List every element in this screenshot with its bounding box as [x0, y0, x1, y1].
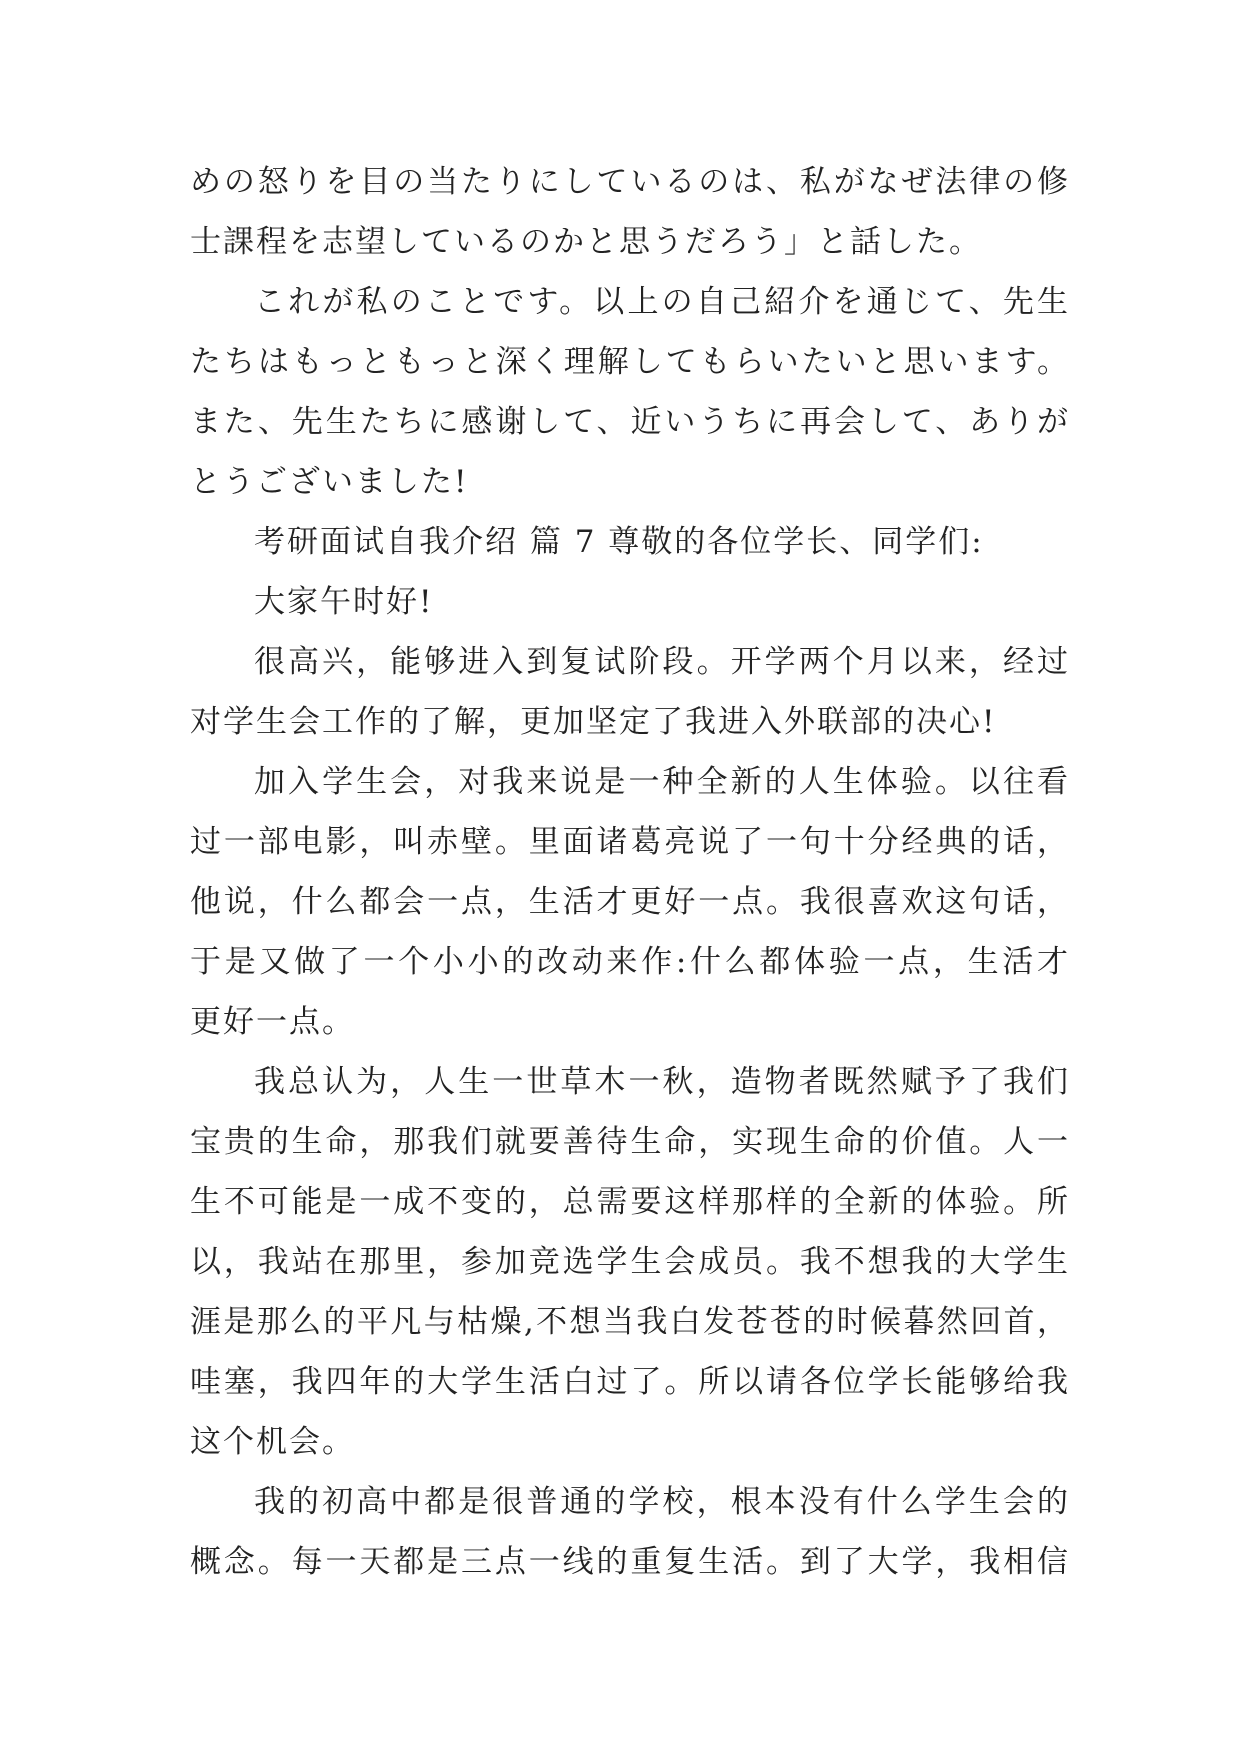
text-line: 很高兴，能够进入到复试阶段。开学两个月以来，经过 — [254, 644, 1070, 680]
text-line: 生不可能是一成不变的，总需要这样那样的全新的体验。所 — [190, 1184, 1070, 1220]
text-line: 对学生会工作的了解，更加坚定了我进入外联部的决心! — [190, 704, 997, 740]
text-line: 这个机会。 — [190, 1424, 355, 1460]
text-line: 士課程を志望しているのかと思うだろう」と話した。 — [190, 224, 982, 260]
text-line: 他说，什么都会一点，生活才更好一点。我很喜欢这句话， — [190, 884, 1070, 920]
text-line: 于是又做了一个小小的改动来作:什么都体验一点，生活才 — [190, 944, 1070, 980]
text-line: 哇塞，我四年的大学生活白过了。所以请各位学长能够给我 — [190, 1364, 1070, 1400]
text-line: 考研面试自我介绍 篇 7 尊敬的各位学长、同学们: — [254, 524, 984, 560]
text-line: これが私のことです。以上の自己紹介を通じて、先生 — [254, 284, 1070, 320]
text-line: 大家午时好! — [254, 584, 434, 620]
text-line: 涯是那么的平凡与枯燥,不想当我白发苍苍的时候暮然回首， — [190, 1304, 1070, 1340]
text-line: 更好一点。 — [190, 1004, 355, 1040]
text-line: とうございました! — [190, 464, 469, 500]
text-line: 加入学生会，对我来说是一种全新的人生体验。以往看 — [254, 764, 1070, 800]
text-line: 过一部电影，叫赤壁。里面诸葛亮说了一句十分经典的话， — [190, 824, 1070, 860]
text-line: 我的初高中都是很普通的学校，根本没有什么学生会的 — [254, 1484, 1070, 1520]
document-body — [190, 152, 1070, 1592]
text-line: たちはもっともっと深く理解してもらいたいと思います。 — [190, 344, 1070, 380]
text-line: 以，我站在那里，参加竞选学生会成员。我不想我的大学生 — [190, 1244, 1070, 1280]
text-line: 宝贵的生命，那我们就要善待生命，实现生命的价值。人一 — [190, 1124, 1070, 1160]
text-line: 概念。每一天都是三点一线的重复生活。到了大学，我相信 — [190, 1544, 1070, 1580]
text-line: めの怒りを目の当たりにしているのは、私がなぜ法律の修 — [190, 164, 1070, 200]
text-line: また、先生たちに感谢して、近いうちに再会して、ありが — [190, 404, 1070, 440]
text-line: 我总认为，人生一世草木一秋，造物者既然赋予了我们 — [254, 1064, 1070, 1100]
